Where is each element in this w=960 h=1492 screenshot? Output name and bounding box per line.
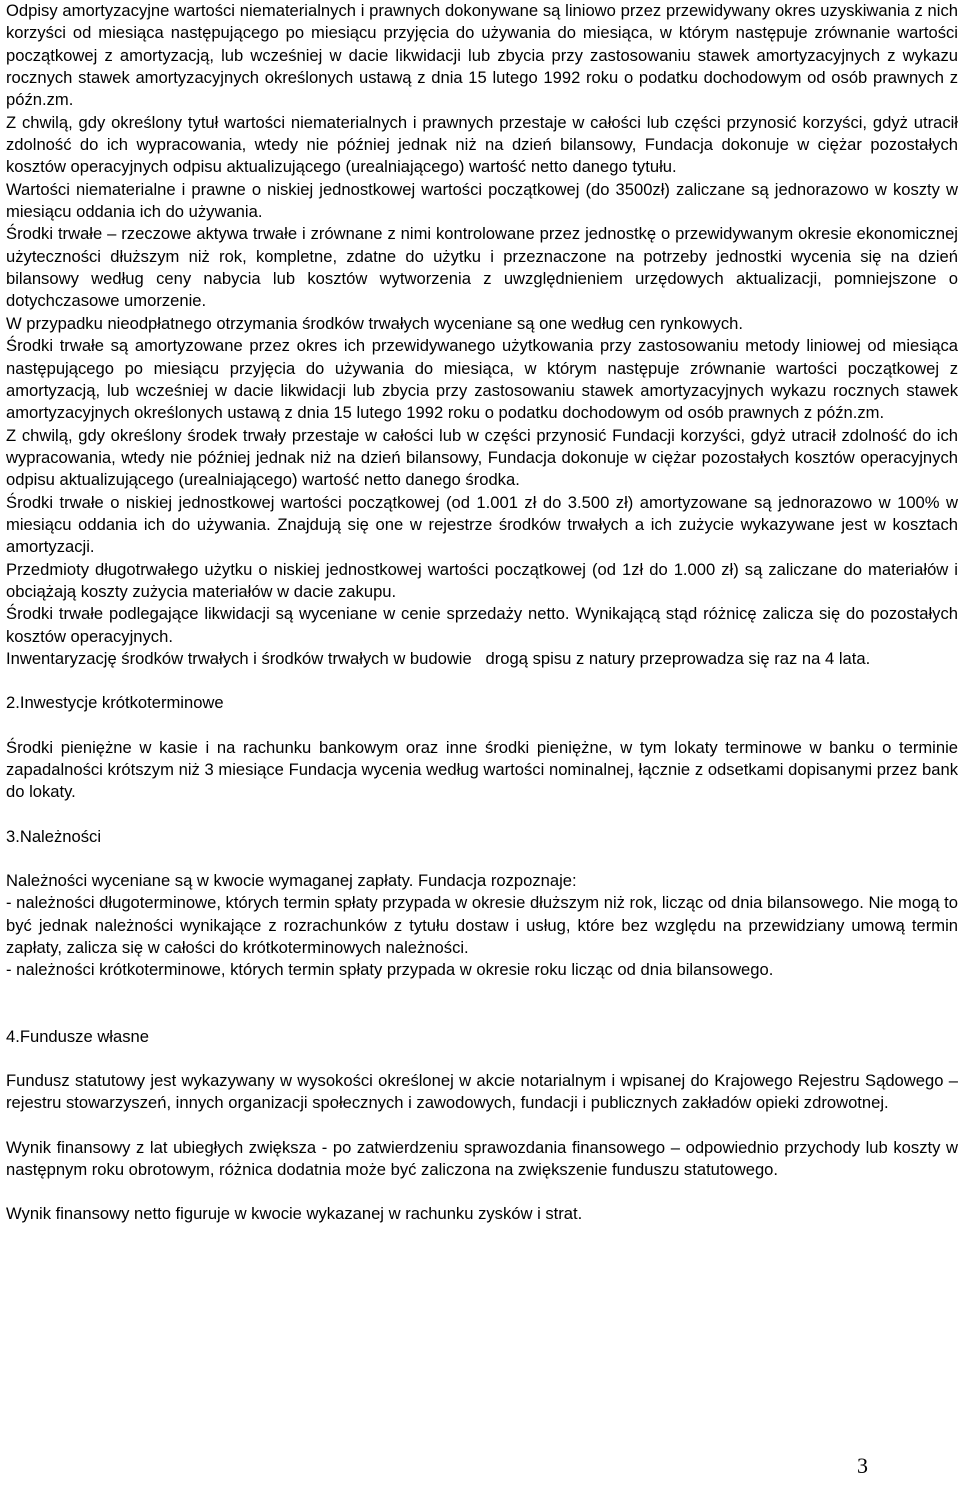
paragraph-long-term-items: Przedmioty długotrwałego użytku o niskiej jednostkowej wartości początkowej (od 1zł do 1.000 zł) są zaliczane do materiałów i obciążają koszty zużycia materiałów w dacie zakupu. xyxy=(6,559,958,601)
paragraph-net-result: Wynik finansowy netto figuruje w kwocie wykazanej w rachunku zysków i strat. xyxy=(6,1204,583,1224)
paragraph-liquidation: Środki trwałe podlegające likwidacji są wyceniane w cenie sprzedaży netto. Wynikającą stąd różnicę zalicza się do pozostałych kosztów operacyjnych. xyxy=(6,604,958,646)
page-number: 3 xyxy=(857,1453,868,1478)
section-heading-own-funds: 4.Fundusze własne xyxy=(6,1026,149,1046)
section-heading-investments: 2.Inwestycje krótkoterminowe xyxy=(6,693,224,713)
paragraph-prior-years-result: Wynik finansowy z lat ubiegłych zwiększa - po zatwierdzeniu sprawozdania finansowego – odpowiednio przychody lub koszty w następnym roku obrotowym, różnica dodatnia może być zaliczona na zwiększenie funduszu statutowego. xyxy=(6,1137,958,1180)
document-page xyxy=(6,0,958,1226)
list-item-long-term-receivables: - należności długoterminowe, których termin spłaty przypada w okresie dłuższym niż rok, licząc od dnia bilansowego. Nie mogą to być jednak należności wynikające z rozrachunków z tytułu dostaw i usług, które bez względu na przewidziany umową termin zapłaty, zalicza się w całości do krótkoterminowych należności. xyxy=(6,893,958,958)
paragraph-cash: Środki pieniężne w kasie i na rachunku bankowym oraz inne środki pieniężne, w tym lokaty terminowe w banku o terminie zapadalności krótszym niż 3 miesiące Fundacja wycenia według wartości nominalnej, łącznie z odsetkami dopisanymi przez bank do lokaty. xyxy=(6,737,958,802)
paragraph-low-value-intangibles: Wartości niematerialne i prawne o niskiej jednostkowej wartości początkowej (do 3500zł) zaliczane są jednorazowo w koszty w miesiącu oddania ich do używania. xyxy=(6,179,958,222)
paragraph-free-receipt: W przypadku nieodpłatnego otrzymania środków trwałych wyceniane są one według cen rynkowych. xyxy=(6,313,743,333)
section-heading-receivables: 3.Należności xyxy=(6,826,102,846)
paragraph-receivables-intro: Należności wyceniane są w kwocie wymaganej zapłaty. Fundacja rozpoznaje: xyxy=(6,871,577,891)
paragraph-low-value-fixed-assets: Środki trwałe o niskiej jednostkowej wartości początkowej (od 1.001 zł do 3.500 zł) amortyzowane są jednorazowo w 100% w miesiącu oddania ich do używania. Znajdują się one w rejestrze środków trwałych a ich zużycie wykazywane jest w kosztach amortyzacji. xyxy=(6,492,958,557)
paragraph-inventory: Inwentaryzację środków trwałych i środków trwałych w budowie drogą spisu z natury przeprowadza się raz na 4 lata. xyxy=(6,648,871,668)
list-item-short-term-receivables: - należności krótkoterminowe, których termin spłaty przypada w okresie roku licząc od dnia bilansowego. xyxy=(6,960,774,980)
paragraph-fixed-assets-definition: Środki trwałe – rzeczowe aktywa trwałe i zrównane z nimi kontrolowane przez jednostkę o przewidywanym okresie ekonomicznej użyteczności dłuższym niż rok, kompletne, zdatne do użytku i przeznaczone na potrzeby jednostki wycenia się na dzień bilansowy według ceny nabycia lub kosztów wytworzenia z uwzględnieniem urzędowych aktualizacji, pomniejszone o dotychczasowe umorzenie. xyxy=(6,224,958,311)
paragraph-amortization-intangibles: Odpisy amortyzacyjne wartości niematerialnych i prawnych dokonywane są liniowo przez przewidywany okres uzyskiwania z nich korzyści od miesiąca następującego po miesiącu przyjęcia do używania do miesiąca, w którym następuje zrównanie wartości początkowej z amortyzacją, lub wcześniej w dacie likwidacji lub zbycia przy zastosowaniu stawek amortyzacyjnych z wykazu rocznych stawek amortyzacyjnych określonych ustawą z dnia 15 lutego 1992 roku o podatku dochodowym od osób prawnych z późn.zm. xyxy=(6,1,958,110)
paragraph-statutory-fund: Fundusz statutowy jest wykazywany w wysokości określonej w akcie notarialnym i wpisanej do Krajowego Rejestru Sądowego – rejestru stowarzyszeń, innych organizacji społecznych i zawodowych, fundacji i publicznych zakładów opieki zdrowotnej. xyxy=(6,1071,958,1113)
paragraph-fixed-assets-impairment: Z chwilą, gdy określony środek trwały przestaje w całości lub w części przynosić Fundacji korzyści, gdyż utracił zdolność do ich wypracowania, wtedy nie później jednak niż na dzień bilansowy, Fundacja dokonuje w ciężar pozostałych kosztów operacyjnych odpisu aktualizującego (urealniającego) wartość netto danego środka. xyxy=(6,425,958,490)
paragraph-fixed-assets-amortization: Środki trwałe są amortyzowane przez okres ich przewidywanego użytkowania przy zastosowaniu metody liniowej od miesiąca następującego po miesiącu przyjęcia do używania do miesiąca, w którym następuje zrównanie wartości początkowej z amortyzacją, lub wcześniej w dacie likwidacji lub zbycia przy zastosowaniu stawek amortyzacyjnych wykazu rocznych stawek amortyzacyjnych określonych ustawą z dnia 15 lutego 1992 roku o podatku dochodowym od osób prawnych z późn.zm. xyxy=(6,336,958,423)
paragraph-impairment-intangibles: Z chwilą, gdy określony tytuł wartości niematerialnych i prawnych przestaje w całości lub części przynosić korzyści, gdyż utracił zdolność do ich wypracowania, wtedy nie później jednak niż na dzień bilansowy, Fundacja dokonuje w ciężar pozostałych kosztów operacyjnych odpisu aktualizującego (urealniającego) wartość netto danego tytułu. xyxy=(6,112,958,177)
